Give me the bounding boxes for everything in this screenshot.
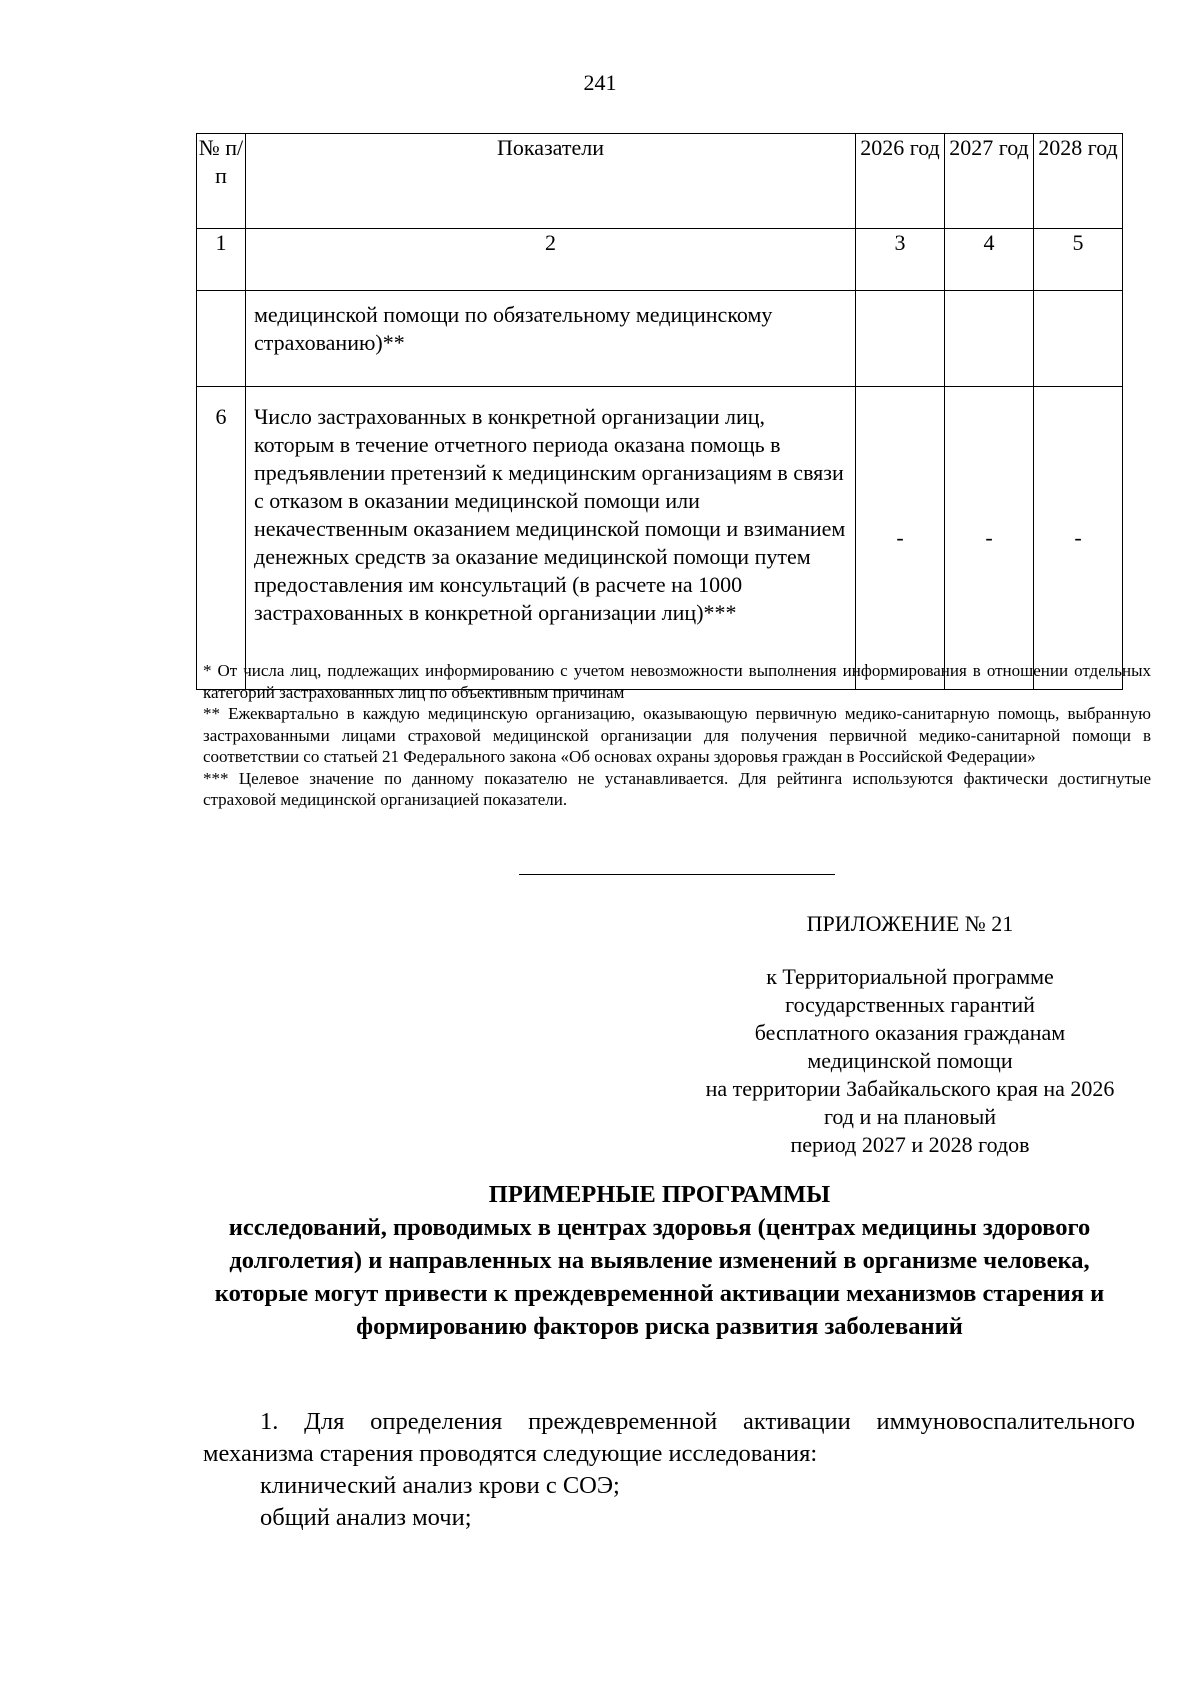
row-value-2027 xyxy=(945,291,1034,387)
row-indicator: Число застрахованных в конкретной организации лиц, которым в течение отчетного периода оказана помощь в предъявлении претензий к медицинским организациям в связи с отказом в оказании медицинской помощи или некачественным оказанием медицинской помощи и взиманием денежных средств за оказание медицинской помощи путем предоставления им консультаций (в расчете на 1000 застрахованных в конкретной организации лиц)*** xyxy=(246,387,856,690)
row-value-2028: - xyxy=(1034,387,1123,690)
row-value-2028 xyxy=(1034,291,1123,387)
appendix-block xyxy=(630,910,1190,1159)
row-number: 6 xyxy=(197,387,246,690)
header-number: № п/п xyxy=(197,134,246,229)
footnote: *** Целевое значение по данному показателю не устанавливается. Для рейтинга используются фактически достигнутые страховой медицинской организацией показатели. xyxy=(203,768,1151,809)
appendix-line: бесплатного оказания гражданам xyxy=(754,1020,1066,1045)
header-indicator: Показатели xyxy=(246,134,856,229)
footnotes xyxy=(203,660,1151,811)
row-value-2027: - xyxy=(945,387,1034,690)
table-index-row xyxy=(197,229,1123,291)
header-year-2027: 2027 год xyxy=(945,134,1034,229)
table-row xyxy=(197,291,1123,387)
list-item: клинический анализ крови с СОЭ; xyxy=(260,1472,620,1499)
body-text xyxy=(203,1406,1135,1534)
body-paragraph: 1. Для определения преждевременной активации иммуновоспалительного механизма старения проводятся следующие исследования: xyxy=(203,1408,1135,1467)
header-year-2028: 2028 год xyxy=(1034,134,1123,229)
appendix-line: к Территориальной программе xyxy=(766,964,1054,989)
row-number xyxy=(197,291,246,387)
main-title-heading: ПРИМЕРНЫЕ ПРОГРАММЫ xyxy=(488,1181,831,1208)
index-cell: 5 xyxy=(1034,229,1123,291)
header-year-2026: 2026 год xyxy=(856,134,945,229)
main-title xyxy=(196,1178,1123,1343)
index-cell: 4 xyxy=(945,229,1034,291)
table-row xyxy=(197,387,1123,690)
appendix-line: медицинской помощи xyxy=(807,1048,1013,1073)
row-value-2026 xyxy=(856,291,945,387)
list-item: общий анализ мочи; xyxy=(260,1504,472,1531)
indicators-table xyxy=(196,133,1123,690)
main-title-subheading: исследований, проводимых в центрах здоровья (центрах медицины здорового долголетия) и направленных на выявление изменений в организме человека, которые могут привести к преждевременной активации механизмов старения и формированию факторов риска развития заболеваний xyxy=(214,1214,1105,1340)
footnote: ** Ежеквартально в каждую медицинскую организацию, оказывающую первичную медико-санитарную помощь, выбранную застрахованными лицами страховой медицинской организации для получения первичной медико-санитарной помощи в соответствии со статьей 21 Федерального закона «Об основах охраны здоровья граждан в Российской Федерации» xyxy=(203,704,1151,766)
index-cell: 3 xyxy=(856,229,945,291)
index-cell: 1 xyxy=(197,229,246,291)
index-cell: 2 xyxy=(246,229,856,291)
footnote: * От числа лиц, подлежащих информированию с учетом невозможности выполнения информирования в отношении отдельных категорий застрахованных лиц по объективным причинам xyxy=(203,661,1151,702)
appendix-line: год и на плановый xyxy=(823,1104,997,1129)
row-value-2026: - xyxy=(856,387,945,690)
row-indicator: медицинской помощи по обязательному медицинскому страхованию)** xyxy=(246,291,856,387)
appendix-line: на территории Забайкальского края на 2026 xyxy=(705,1076,1115,1101)
appendix-title: ПРИЛОЖЕНИЕ № 21 xyxy=(806,911,1014,936)
appendix-line: период 2027 и 2028 годов xyxy=(790,1132,1030,1157)
table-header-row xyxy=(197,134,1123,229)
separator-line xyxy=(519,874,835,875)
appendix-line: государственных гарантий xyxy=(785,992,1035,1017)
page-number: 241 xyxy=(583,70,617,95)
